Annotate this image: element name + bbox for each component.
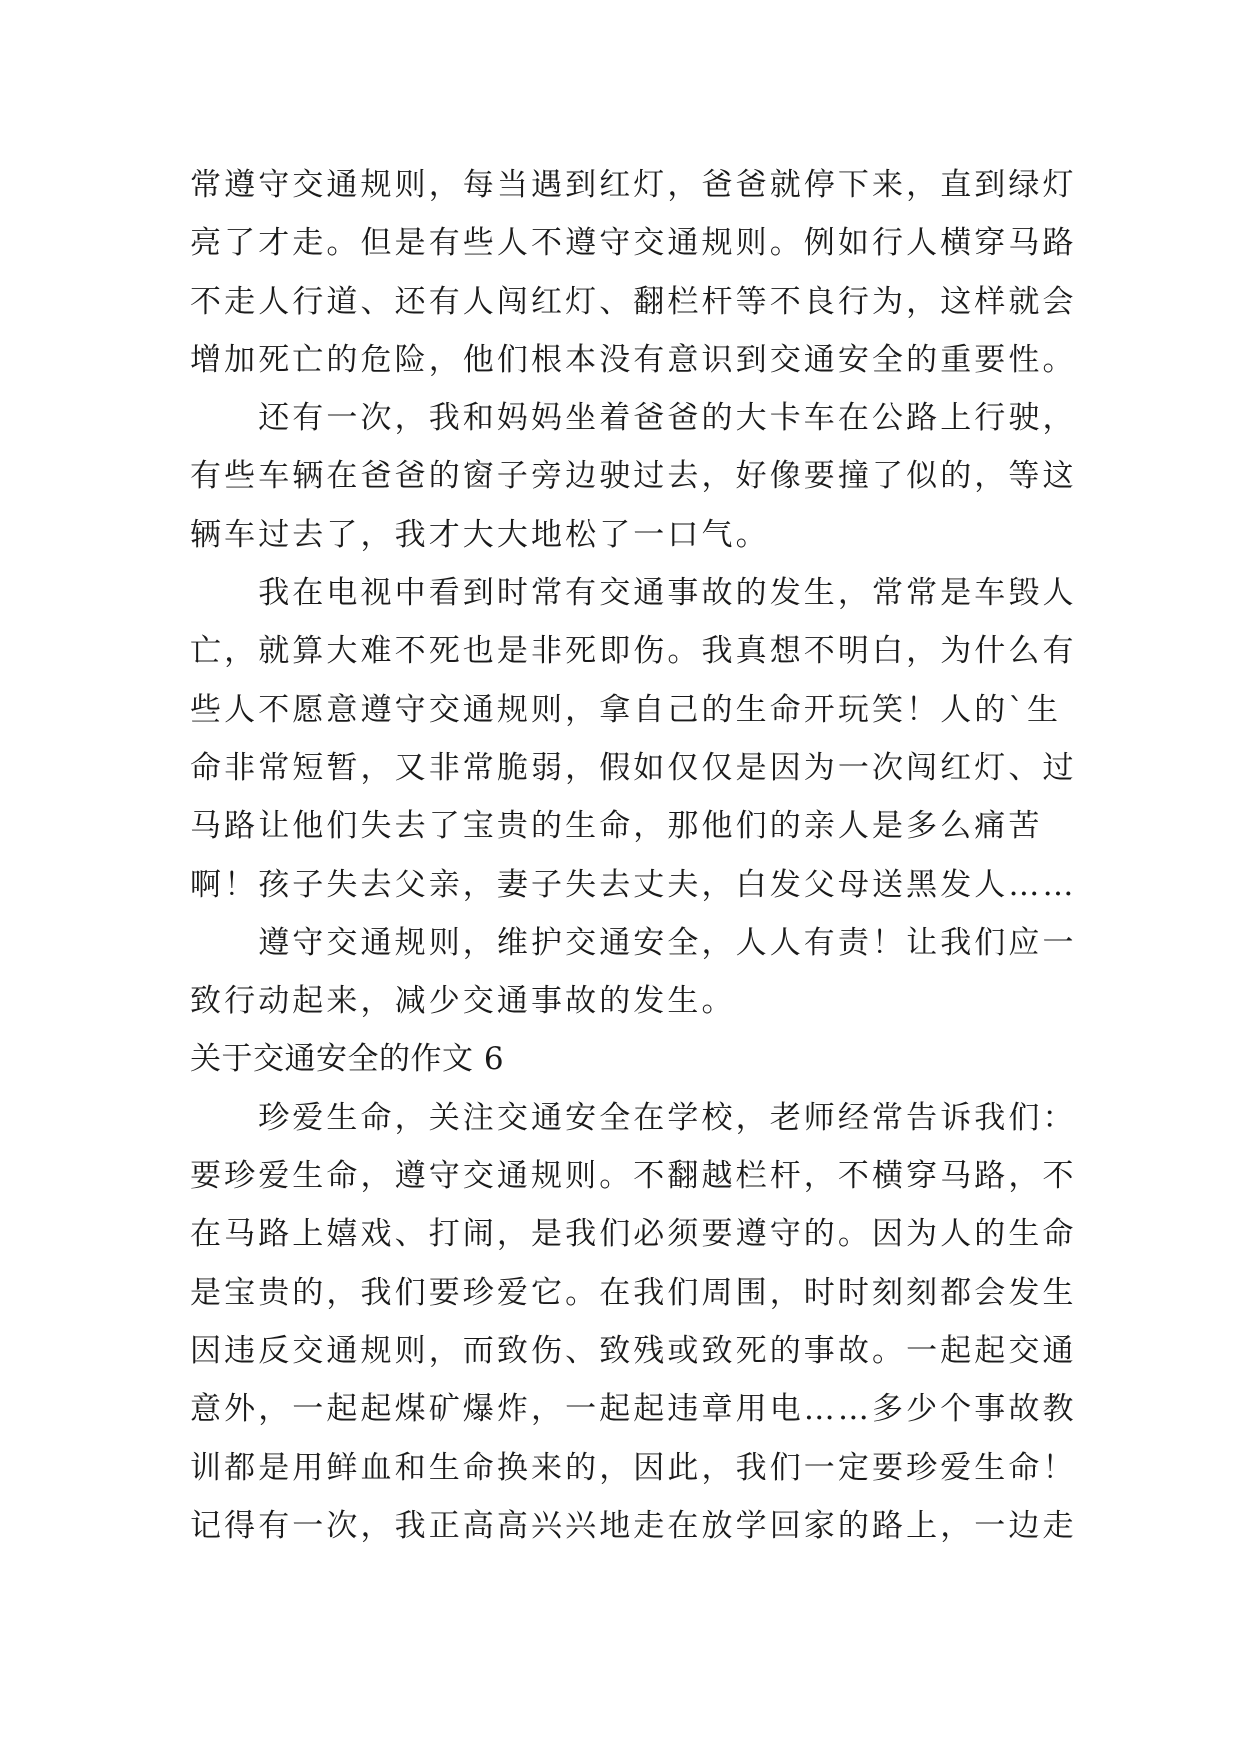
text-line: 珍爱生命，关注交通安全在学校，老师经常告诉我们： (190, 1099, 1077, 1136)
text-line: 常遵守交通规则，每当遇到红灯，爸爸就停下来，直到绿灯 (190, 167, 1077, 203)
text-line: 不走人行道、还有人闯红灯、翻栏杆等不良行为，这样就会 (190, 283, 1077, 320)
text-line: 啊！孩子失去父亲，妻子失去丈夫，白发父母送黑发人…… (190, 866, 1077, 903)
text-line: 些人不愿意遵守交通规则，拿自己的生命开玩笑！人的`生 (190, 691, 1062, 728)
document-page (190, 156, 1077, 1555)
text-line: 遵守交通规则，维护交通安全，人人有责！让我们应一 (190, 924, 1077, 961)
text-line: 马路让他们失去了宝贵的生命，那他们的亲人是多么痛苦 (190, 808, 1043, 845)
text-line: 命非常短暂，又非常脆弱，假如仅仅是因为一次闯红灯、过 (190, 749, 1077, 786)
text-line: 亮了才走。但是有些人不遵守交通规则。例如行人横穿马路 (190, 225, 1077, 262)
text-line: 致行动起来，减少交通事故的发生。 (190, 983, 736, 1020)
text-line: 还有一次，我和妈妈坐着爸爸的大卡车在公路上行驶， (190, 400, 1077, 437)
text-line: 辆车过去了，我才大大地松了一口气。 (190, 516, 770, 553)
text-line: 增加死亡的危险，他们根本没有意识到交通安全的重要性。 (190, 341, 1077, 378)
section-heading: 关于交通安全的作文 6 (190, 1041, 505, 1078)
text-line: 在马路上嬉戏、打闹，是我们必须要遵守的。因为人的生命 (190, 1216, 1077, 1253)
text-line: 是宝贵的，我们要珍爱它。在我们周围，时时刻刻都会发生 (190, 1274, 1077, 1311)
text-line: 意外，一起起煤矿爆炸，一起起违章用电……多少个事故教 (190, 1391, 1077, 1428)
text-line: 训都是用鲜血和生命换来的，因此，我们一定要珍爱生命！ (190, 1449, 1077, 1486)
text-line: 因违反交通规则，而致伤、致残或致死的事故。一起起交通 (190, 1332, 1077, 1369)
text-line: 亡，就算大难不死也是非死即伤。我真想不明白，为什么有 (190, 633, 1077, 670)
text-line: 我在电视中看到时常有交通事故的发生，常常是车毁人 (190, 575, 1077, 612)
text-line: 记得有一次，我正高高兴兴地走在放学回家的路上，一边走 (190, 1507, 1077, 1544)
text-line: 要珍爱生命，遵守交通规则。不翻越栏杆，不横穿马路，不 (190, 1158, 1077, 1195)
text-line: 有些车辆在爸爸的窗子旁边驶过去，好像要撞了似的，等这 (190, 458, 1077, 495)
